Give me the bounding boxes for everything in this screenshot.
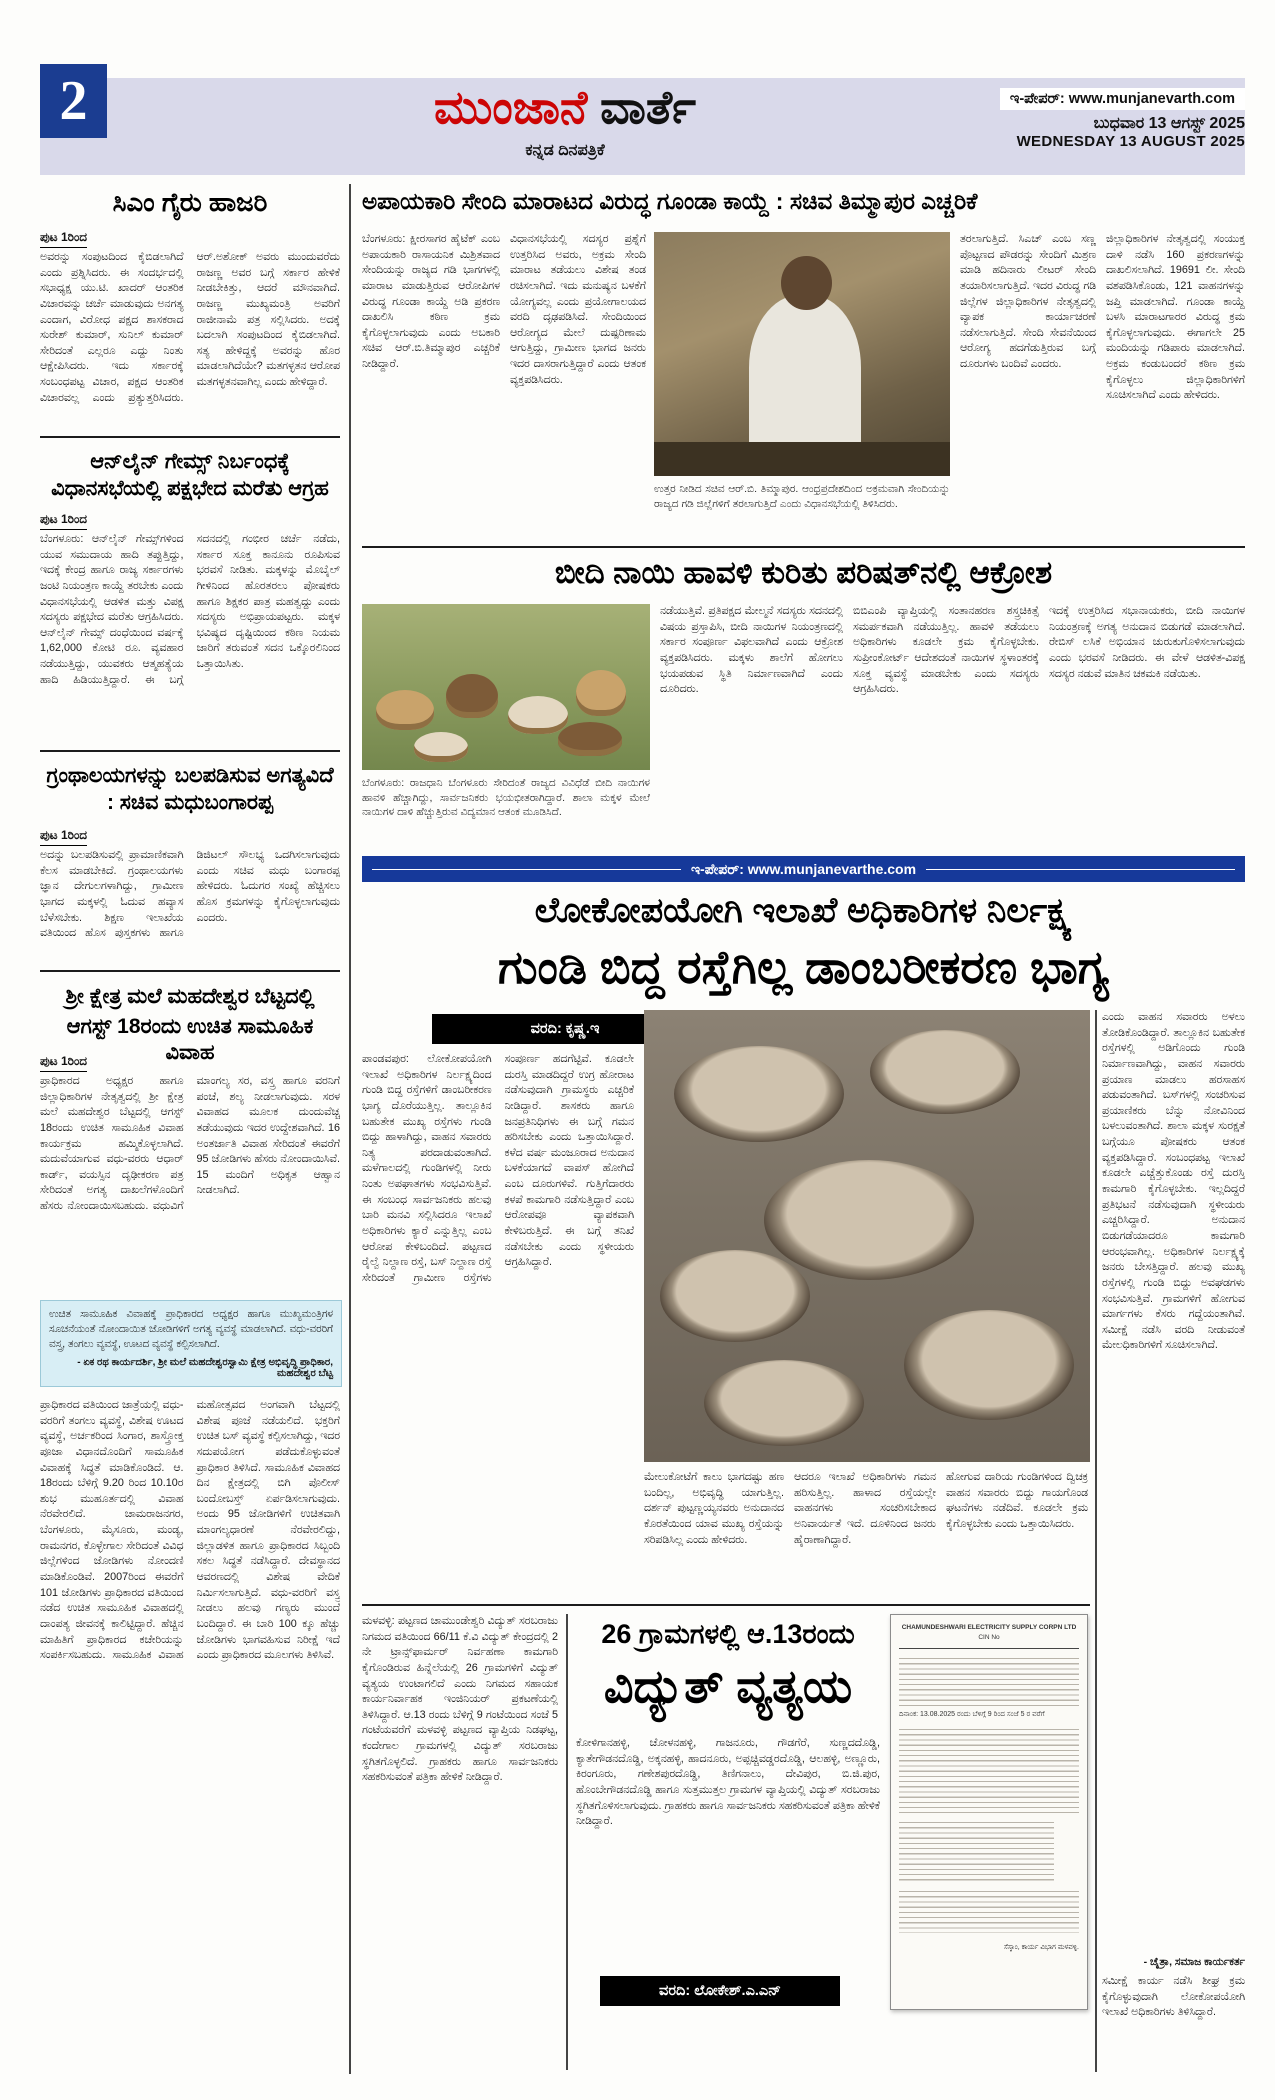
right-column-rule [1095,1010,1097,2072]
electricity-notice-document [890,1614,1088,2010]
power-headline-line1: 26 ಗ್ರಾಮಗಳಲ್ಲಿ ಆ.13ರಂದು [601,1619,855,1649]
epaper-band-url: ಇ-ಪೇಪರ್: www.munjanevarthe.com [690,860,917,877]
sidebar-article2-title: ಆನ್‌ಲೈನ್ ಗೇಮ್ಸ್ ನಿರ್ಬಂಧಕ್ಕೆ ವಿಧಾನಸಭೆಯಲ್ಲಿ ಪಕ್ಷಭೇದ ಮರೆತು ಆಗ್ರಹ [51,450,329,501]
dogs-col3: ಇದಕ್ಕೆ ಉತ್ತರಿಸಿದ ಸಭಾನಾಯಕರು, ಬೀದಿ ನಾಯಿಗಳ ನಿಯಂತ್ರಣಕ್ಕೆ ಅಗತ್ಯ ಅನುದಾನ ಬಿಡುಗಡೆ ಮಾಡಲಾಗಿದೆ. ರೇಬಿಸ್ ಲಸಿಕೆ ಅಭಿಯಾನ ಚುರುಕುಗೊಳಿಸಲಾಗುವುದು ಎಂದು ಭರವಸೆ ನೀಡಿದರು. ಈ ವೇಳೆ ಆಡಳಿತ-ವಿಪಕ್ಷ ಸದಸ್ಯರ ನಡುವೆ ಮಾತಿನ ಚಕಮಕಿ ನಡೆಯಿತು. [1049,605,1245,680]
sidebar-article2-cont: ಪುಟ 1ರಿಂದ [40,510,87,530]
masthead-title [330,81,800,133]
sendi-headline: ಅಪಾಯಕಾರಿ ಸೇಂದಿ ಮಾರಾಟದ ವಿರುದ್ಧ ಗೂಂಡಾ ಕಾಯ್ದೆ : ಸಚಿವ ತಿಮ್ಮಾಪುರ ಎಚ್ಚರಿಕೆ [362,188,978,214]
notice-date-line: ದಿನಾಂಕ: 13.08.2025 ರಂದು ಬೆಳಿಗ್ಗೆ 9 ರಿಂದ ಸಂಜೆ 5 ರ ವರೆಗೆ [899,1710,1045,1718]
dog-icon [576,670,626,716]
assembly-desk [654,442,950,476]
sendi-col1: ಬೆಂಗಳೂರು: ಕ್ಷೀರಸಾಗರ ಹೈಟೆಕ್ ಎಂಬ ಅಪಾಯಕಾರಿ ರಾಸಾಯನಿಕ ಮಿಶ್ರಿತವಾದ ಸೇಂದಿಯನ್ನು ರಾಜ್ಯದ ಗಡಿ ಭಾಗಗಳಲ್ಲಿ ಮಾರಾಟ ಮಾಡುತ್ತಿರುವ ಆರೋಪಿಗಳ ವಿರುದ್ಧ ಗೂಂಡಾ ಕಾಯ್ದೆ ಅಡಿ ಪ್ರಕರಣ ದಾಖಲಿಸಿ ಕಠಿಣ ಕ್ರಮ ಕೈಗೊಳ್ಳಲಾಗುವುದು ಎಂದು ಅಬಕಾರಿ ಸಚಿವ ಆರ್.ಬಿ.ತಿಮ್ಮಾಪುರ ಎಚ್ಚರಿಕೆ ನೀಡಿದ್ದಾರೆ. [362,233,500,371]
divider [40,970,340,972]
sidebar-article3-title: ಗ್ರಂಥಾಲಯಗಳನ್ನು ಬಲಪಡಿಸುವ ಅಗತ್ಯವಿದೆ : ಸಚಿವ ಮಧುಬಂಗಾರಪ್ಪ [46,764,334,815]
header-right [860,88,1245,150]
date-english: WEDNESDAY 13 AUGUST 2025 [1016,133,1245,150]
notice-paragraph [899,1725,1079,1813]
potholes-left-column: ಪಾಂಡವಪುರ: ಲೋಕೋಪಯೋಗಿ ಇಲಾಖೆ ಅಧಿಕಾರಿಗಳ ನಿರ್ಲಕ್ಷ್ಯದಿಂದ ಗುಂಡಿ ಬಿದ್ದ ರಸ್ತೆಗಳಿಗೆ ಡಾಂಬರೀಕರಣ ಭಾಗ್ಯ ದೊರೆಯುತ್ತಿಲ್ಲ. ತಾಲ್ಲೂಕಿನ ಬಹುತೇಕ ಮುಖ್ಯ ರಸ್ತೆಗಳು ಗುಂಡಿ ಬಿದ್ದು ಹಾಳಾಗಿದ್ದು, ವಾಹನ ಸವಾರರು ನಿತ್ಯ ಪರದಾಡುವಂತಾಗಿದೆ. ಮಳೆಗಾಲದಲ್ಲಿ ಗುಂಡಿಗಳಲ್ಲಿ ನೀರು ನಿಂತು ಅಪಘಾತಗಳು ಸಂಭವಿಸುತ್ತಿವೆ. ಈ ಸಂಬಂಧ ಸಾರ್ವಜನಿಕರು ಹಲವು ಬಾರಿ ಮನವಿ ಸಲ್ಲಿಸಿದರೂ ಇಲಾಖೆ ಅಧಿಕಾರಿಗಳು ಕ್ಯಾರೆ ಎನ್ನುತ್ತಿಲ್ಲ ಎಂಬ ಆರೋಪ ಕೇಳಿಬಂದಿದೆ. ಪಟ್ಟಣದ ರೈಲ್ವೆ ನಿಲ್ದಾಣ ರಸ್ತೆ, ಬಸ್ ನಿಲ್ದಾಣ ರಸ್ತೆ ಸೇರಿದಂತೆ ಗ್ರಾಮೀಣ ರಸ್ತೆಗಳು ಸಂಪೂರ್ಣ ಹದಗೆಟ್ಟಿವೆ. ಕೂಡಲೇ ದುರಸ್ತಿ ಮಾಡದಿದ್ದರೆ ಉಗ್ರ ಹೋರಾಟ ನಡೆಸುವುದಾಗಿ ಗ್ರಾಮಸ್ಥರು ಎಚ್ಚರಿಕೆ ನೀಡಿದ್ದಾರೆ. ಶಾಸಕರು ಹಾಗೂ ಜನಪ್ರತಿನಿಧಿಗಳು ಈ ಬಗ್ಗೆ ಗಮನ ಹರಿಸಬೇಕು ಎಂದು ಒತ್ತಾಯಿಸಿದ್ದಾರೆ. ಕಳೆದ ವರ್ಷ ಮಂಜೂರಾದ ಅನುದಾನ ಬಳಕೆಯಾಗದೆ ವಾಪಸ್ ಹೋಗಿದೆ ಎಂಬ ದೂರುಗಳಿವೆ. ಗುತ್ತಿಗೆದಾರರು ಕಳಪೆ ಕಾಮಗಾರಿ ನಡೆಸುತ್ತಿದ್ದಾರೆ ಎಂಬ ಆರೋಪವೂ ವ್ಯಾಪಕವಾಗಿ ಕೇಳಿಬರುತ್ತಿದೆ. ಈ ಬಗ್ಗೆ ತನಿಖೆ ನಡೆಸಬೇಕು ಎಂದು ಸ್ಥಳೀಯರು ಆಗ್ರಹಿಸಿದ್ದಾರೆ. [362,1053,634,1284]
power-column-rule [566,1614,568,2070]
dog-icon [508,696,568,734]
puddle-shape [660,1250,810,1342]
sidebar-article1-cont: ಪುಟ 1ರಿಂದ [40,228,87,248]
notice-paragraph [899,1818,1054,1882]
sidebar-article2-body: ಬೆಂಗಳೂರು: ಆನ್‌ಲೈನ್ ಗೇಮ್ಸ್‌ಗಳಿಂದ ಯುವ ಸಮುದಾಯ ಹಾದಿ ತಪ್ಪುತ್ತಿದ್ದು, ಇದಕ್ಕೆ ಕೇಂದ್ರ ಹಾಗೂ ರಾಜ್ಯ ಸರ್ಕಾರಗಳು ಜಂಟಿ ನಿಯಂತ್ರಣ ಕಾಯ್ದೆ ತರಬೇಕು ಎಂದು ವಿಧಾನಸಭೆಯಲ್ಲಿ ಆಡಳಿತ ಮತ್ತು ವಿಪಕ್ಷ ಸದಸ್ಯರು ಪಕ್ಷಭೇದ ಮರೆತು ಆಗ್ರಹಿಸಿದರು. ಆನ್‌ಲೈನ್ ಗೇಮ್ಸ್ ದಂಧೆಯಿಂದ ವರ್ಷಕ್ಕೆ 1,62,000 ಕೋಟಿ ರೂ. ವ್ಯವಹಾರ ನಡೆಯುತ್ತಿದ್ದು, ಯುವಕರು ಆತ್ಮಹತ್ಯೆಯ ಹಾದಿ ಹಿಡಿಯುತ್ತಿದ್ದಾರೆ. ಈ ಬಗ್ಗೆ ಸದನದಲ್ಲಿ ಗಂಭೀರ ಚರ್ಚೆ ನಡೆದು, ಸರ್ಕಾರ ಸೂಕ್ತ ಕಾನೂನು ರೂಪಿಸುವ ಭರವಸೆ ನೀಡಿತು. ಮಕ್ಕಳನ್ನು ಮೊಬೈಲ್ ಗೀಳಿನಿಂದ ಹೊರತರಲು ಪೋಷಕರು ಹಾಗೂ ಶಿಕ್ಷಕರ ಪಾತ್ರ ಮಹತ್ವದ್ದು ಎಂದು ಸದಸ್ಯರು ಅಭಿಪ್ರಾಯಪಟ್ಟರು. ಮಕ್ಕಳ ಭವಿಷ್ಯದ ದೃಷ್ಟಿಯಿಂದ ಕಠಿಣ ನಿಯಮ ಜಾರಿಗೆ ತರುವಂತೆ ಸದನ ಒಕ್ಕೊರಲಿನಿಂದ ಒತ್ತಾಯಿಸಿತು. [40,533,340,686]
dogs-col2: ಬಿಬಿಎಂಪಿ ವ್ಯಾಪ್ತಿಯಲ್ಲಿ ಸಂತಾನಹರಣ ಶಸ್ತ್ರಚಿಕಿತ್ಸೆ ಸಮರ್ಪಕವಾಗಿ ನಡೆಯುತ್ತಿಲ್ಲ. ಹಾವಳಿ ತಡೆಯಲು ಅಧಿಕಾರಿಗಳು ಕೂಡಲೇ ಕ್ರಮ ಕೈಗೊಳ್ಳಬೇಕು. ಸುಪ್ರೀಂಕೋರ್ಟ್ ಆದೇಶದಂತೆ ನಾಯಿಗಳ ಸ್ಥಳಾಂತರಕ್ಕೆ ಸೂಕ್ತ ವ್ಯವಸ್ಥೆ ಮಾಡಬೇಕು ಎಂದು ಸದಸ್ಯರು ಆಗ್ರಹಿಸಿದರು. [853,605,1039,696]
sidebar-article1-title: ಸಿಎಂ ಗೈರು ಹಾಜರಿ [112,187,268,217]
potholes-headline-line2: ಗುಂಡಿ ಬಿದ್ದ ರಸ್ತೆಗಿಲ್ಲ ಡಾಂಬರೀಕರಣ ಭಾಗ್ಯ [498,941,1109,993]
masthead-subtitle: ಕನ್ನಡ ದಿನಪತ್ರಿಕೆ [525,142,605,159]
minister-head [781,256,831,310]
power-byline: ವರದಿ: ಲೋಕೇಶ್.ಎ.ಎನ್ [600,1976,840,2006]
dog-icon [446,674,498,718]
pothole-road-photo [644,1010,1090,1462]
notice-rule [899,1648,1079,1649]
dog-icon [414,732,468,762]
minister-speech-photo [654,232,950,476]
power-headline-line2: ವಿದ್ಯುತ್ ವ್ಯತ್ಯಯ [603,1660,853,1712]
dogs-photo-caption: ಬೆಂಗಳೂರು: ರಾಜಧಾನಿ ಬೆಂಗಳೂರು ಸೇರಿದಂತೆ ರಾಜ್ಯದ ವಿವಿಧೆಡೆ ಬೀದಿ ನಾಯಿಗಳ ಹಾವಳಿ ಹೆಚ್ಚಾಗಿದ್ದು, ಸಾರ್ವಜನಿಕರು ಭಯಭೀತರಾಗಿದ್ದಾರೆ. ಶಾಲಾ ಮಕ್ಕಳ ಮೇಲೆ ನಾಯಿಗಳ ದಾಳಿ ಹೆಚ್ಚುತ್ತಿರುವ ವಿದ್ಯಮಾನ ಆತಂಕ ಮೂಡಿಸಿದೆ. [362,777,650,819]
sendi-col3: ತರಲಾಗುತ್ತಿದೆ. ಸಿಎಚ್ ಎಂಬ ಸಣ್ಣ ಪೊಟ್ಟಣದ ಪೌಡರನ್ನು ಸೇಂದಿಗೆ ಮಿಶ್ರಣ ಮಾಡಿ ಹದಿನಾರು ಲೀಟರ್ ಸೇಂದಿ ತಯಾರಿಸಲಾಗುತ್ತಿದೆ. ಇದರ ವಿರುದ್ಧ ಗಡಿ ಜಿಲ್ಲೆಗಳ ಜಿಲ್ಲಾಧಿಕಾರಿಗಳ ನೇತೃತ್ವದಲ್ಲಿ ವ್ಯಾಪಕ ಕಾರ್ಯಾಚರಣೆ ನಡೆಸಲಾಗುತ್ತಿದೆ. ಸೇಂದಿ ಸೇವನೆಯಿಂದ ಆರೋಗ್ಯ ಹದಗೆಡುತ್ತಿರುವ ಬಗ್ಗೆ ದೂರುಗಳು ಬಂದಿವೆ ಎಂದರು. [960,233,1096,371]
sidebar-article4-title-line2: ಆಗಸ್ಟ್ 18ರಂದು ಉಚಿತ ಸಾಮೂಹಿಕ ವಿವಾಹ [66,1015,314,1065]
notice-footer: ಸೆಸ್ಕಾಂ, ಕಾರ್ಯ ವಿಭಾಗ ಮಳವಳ್ಳಿ. [1003,1944,1079,1951]
sidebar-article4-cont: ಪುಟ 1ರಿಂದ [40,1052,87,1072]
masthead-word-1: ಮುಂಜಾನೆ [434,81,588,133]
puddle-shape [870,1030,1020,1114]
masthead-word-2: ವಾರ್ತೆ [600,81,696,133]
dogs-col1: ನಡೆಯುತ್ತಿವೆ. ಪ್ರತಿಪಕ್ಷದ ಮೇಲ್ಮನೆ ಸದಸ್ಯರು ಸದನದಲ್ಲಿ ವಿಷಯ ಪ್ರಸ್ತಾಪಿಸಿ, ಬೀದಿ ನಾಯಿಗಳ ನಿಯಂತ್ರಣದಲ್ಲಿ ಸರ್ಕಾರ ಸಂಪೂರ್ಣ ವಿಫಲವಾಗಿದೆ ಎಂದು ಆಕ್ರೋಶ ವ್ಯಕ್ತಪಡಿಸಿದರು. ಮಕ್ಕಳು ಶಾಲೆಗೆ ಹೋಗಲು ಭಯಪಡುವ ಸ್ಥಿತಿ ನಿರ್ಮಾಣವಾಗಿದೆ ಎಂದು ದೂರಿದರು. [660,605,843,696]
main-column-rule [349,184,351,2074]
sidebar-article4-title-line1: ಶ್ರೀ ಕ್ಷೇತ್ರ ಮಲೆ ಮಹದೇಶ್ವರ ಬೆಟ್ಟದಲ್ಲಿ [65,985,315,1008]
sidebar-article3-body: ಅದನ್ನು ಬಲಪಡಿಸುವಲ್ಲಿ ಪ್ರಾಮಾಣಿಕವಾಗಿ ಕೆಲಸ ಮಾಡಬೇಕಿದೆ. ಗ್ರಂಥಾಲಯಗಳು ಜ್ಞಾನ ದೇಗುಲಗಳಾಗಿದ್ದು, ಗ್ರಾಮೀಣ ಭಾಗದ ಮಕ್ಕಳಲ್ಲಿ ಓದುವ ಹವ್ಯಾಸ ಬೆಳೆಸಬೇಕು. ಶಿಕ್ಷಣ ಇಲಾಖೆಯ ವತಿಯಿಂದ ಹೊಸ ಪುಸ್ತಕಗಳು ಹಾಗೂ ಡಿಜಿಟಲ್ ಸೌಲಭ್ಯ ಒದಗಿಸಲಾಗುವುದು ಎಂದು ಸಚಿವ ಮಧು ಬಂಗಾರಪ್ಪ ಹೇಳಿದರು. ಓದುಗರ ಸಂಖ್ಯೆ ಹೆಚ್ಚಿಸಲು ಹೊಸ ಕ್ರಮಗಳನ್ನು ಕೈಗೊಳ್ಳಲಾಗುವುದು ಎಂದರು. [40,849,340,940]
sendi-col2: ವಿಧಾನಸಭೆಯಲ್ಲಿ ಸದಸ್ಯರ ಪ್ರಶ್ನೆಗೆ ಉತ್ತರಿಸಿದ ಅವರು, ಅಕ್ರಮ ಸೇಂದಿ ಮಾರಾಟ ತಡೆಯಲು ವಿಶೇಷ ತಂಡ ರಚಿಸಲಾಗಿದೆ. ಇದು ಮನುಷ್ಯನ ಬಳಕೆಗೆ ಯೋಗ್ಯವಲ್ಲ ಎಂದು ಪ್ರಯೋಗಾಲಯದ ವರದಿ ದೃಢಪಡಿಸಿದೆ. ಸೇಂದಿಯಿಂದ ಆರೋಗ್ಯದ ಮೇಲೆ ದುಷ್ಪರಿಣಾಮ ಆಗುತ್ತಿದ್ದು, ಗ್ರಾಮೀಣ ಭಾಗದ ಜನರು ಇದರ ದಾಸರಾಗುತ್ತಿದ್ದಾರೆ ಎಂದು ಆತಂಕ ವ್ಯಕ್ತಪಡಿಸಿದರು. [510,233,646,386]
puddle-shape [904,1310,1074,1420]
quote-text: ಉಚಿತ ಸಾಮೂಹಿಕ ವಿವಾಹಕ್ಕೆ ಪ್ರಾಧಿಕಾರದ ಅಧ್ಯಕ್ಷರ ಹಾಗೂ ಮುಖ್ಯಮಂತ್ರಿಗಳ ಸೂಚನೆಯಂತೆ ನೋಂದಾಯಿತ ಜೋಡಿಗಳಿಗೆ ಅಗತ್ಯ ವ್ಯವಸ್ಥೆ ಮಾಡಲಾಗಿದೆ. ವಧು-ವರರಿಗೆ ವಸ್ತ್ರ, ತಂಗಲು ವ್ಯವಸ್ಥೆ, ಊಟದ ವ್ಯವಸ್ಥೆ ಕಲ್ಪಿಸಲಾಗಿದೆ. [49,1309,333,1350]
divider [40,436,340,438]
sendi-photo-caption: ಉತ್ತರ ನೀಡಿದ ಸಚಿವ ಆರ್.ಬಿ. ತಿಮ್ಮಾಪುರ. ಆಂಧ್ರಪ್ರದೇಶದಿಂದ ಅಕ್ರಮವಾಗಿ ಸೇಂದಿಯನ್ನು ರಾಜ್ಯದ ಗಡಿ ಜಿಲ್ಲೆಗಳಿಗೆ ತರಲಾಗುತ್ತಿದೆ ಎಂದು ವಿಧಾನಸಭೆಯಲ್ಲಿ ತಿಳಿಸಿದರು. [654,483,950,510]
divider [40,750,340,752]
potholes-below-col2: ಆದರೂ ಇಲಾಖೆ ಅಧಿಕಾರಿಗಳು ಗಮನ ಹರಿಸುತ್ತಿಲ್ಲ. ಹಾಳಾದ ರಸ್ತೆಯಲ್ಲೇ ವಾಹನಗಳು ಸಂಚರಿಸಬೇಕಾದ ಅನಿವಾರ್ಯತೆ ಇದೆ. ದೂಳಿನಿಂದ ಜನರು ಹೈರಾಣಾಗಿದ್ದಾರೆ. [794,1471,936,1546]
epaper-band [362,856,1245,882]
puddle-shape [674,1046,844,1142]
sidebar-article1-body: ಅವರನ್ನು ಸಂಪುಟದಿಂದ ಕೈಬಿಡಲಾಗಿದೆ ಎಂದು ಪ್ರಶ್ನಿಸಿದರು. ಈ ಸಂದರ್ಭದಲ್ಲಿ ಸಭಾಧ್ಯಕ್ಷ ಯು.ಟಿ. ಖಾದರ್ ಆಂತರಿಕ ವಿಚಾರವನ್ನು ಚರ್ಚೆ ಮಾಡುವುದು ಅನಗತ್ಯ ಎಂದಾಗ, ವಿರೋಧ ಪಕ್ಷದ ಶಾಸಕರಾದ ಸುರೇಶ್ ಕುಮಾರ್, ಸುನಿಲ್ ಕುಮಾರ್ ಸೇರಿದಂತೆ ಎಲ್ಲರೂ ಎದ್ದು ನಿಂತು ಆಕ್ಷೇಪಿಸಿದರು. ಇದು ಸರ್ಕಾರಕ್ಕೆ ಸಂಬಂಧಪಟ್ಟ ವಿಚಾರ, ಪಕ್ಷದ ಆಂತರಿಕ ವಿಚಾರವಲ್ಲ ಎಂದು ಪ್ರತ್ಯುತ್ತರಿಸಿದರು. ಆರ್.ಅಶೋಕ್ ಅವರು ಮುಂದುವರೆದು ರಾಜಣ್ಣ ಅವರ ಬಗ್ಗೆ ಸರ್ಕಾರ ಹೇಳಿಕೆ ನೀಡಬೇಕಿತ್ತು, ಆದರೆ ಮೌನವಾಗಿದೆ. ರಾಜಣ್ಣ ಮುಖ್ಯಮಂತ್ರಿ ಅವರಿಗೆ ರಾಜೀನಾಮೆ ಪತ್ರ ಸಲ್ಲಿಸಿದರು. ಅದಕ್ಕೆ ಬದಲಾಗಿ ಸಂಪುಟದಿಂದ ಕೈಬಿಡಲಾಗಿದೆ. ಸತ್ಯ ಹೇಳಿದ್ದಕ್ಕೆ ಅವರನ್ನು ಹೊರ ಮಾಡಲಾಗಿದೆಯೇ? ಮತಗಳ್ಳತನ ಆರೋಪ ಮತಗಳ್ಳತನವಾಗಿಲ್ಲ ಎಂದು ಹೇಳಿದ್ದಾರೆ. [40,251,340,404]
dogs-headline: ಬೀದಿ ನಾಯಿ ಹಾವಳಿ ಕುರಿತು ಪರಿಷತ್‌ನಲ್ಲಿ ಆಕ್ರೋಶ [554,555,1053,590]
notice-paragraph [899,1654,1079,1706]
street-dogs-photo [362,604,650,770]
puddle-shape [764,1160,974,1280]
potholes-byline: ವರದಿ: ಕೃಷ್ಣ.ಇ [432,1014,698,1044]
potholes-headline-line1: ಲೋಕೋಪಯೋಗಿ ಇಲಾಖೆ ಅಧಿಕಾರಿಗಳ ನಿರ್ಲಕ್ಷ್ಯ [534,891,1073,930]
date-kannada: ಬುಧವಾರ 13 ಆಗಸ್ಟ್ 2025 [1093,115,1245,132]
potholes-right-attribution: - ಚೈತ್ರಾ, ಸಮಾಜ ಕಾರ್ಯಕರ್ತ [1143,1956,1245,1968]
power-col1: ಮಳವಳ್ಳಿ: ಪಟ್ಟಣದ ಚಾಮುಂಡೇಶ್ವರಿ ವಿದ್ಯುತ್ ಸರಬರಾಜು ನಿಗಮದ ವತಿಯಿಂದ 66/11 ಕೆ.ವಿ ವಿದ್ಯುತ್ ಕೇಂದ್ರದಲ್ಲಿ 2 ನೇ ಟ್ರಾನ್ಸ್‌ಫಾರ್ಮರ್ ನಿರ್ವಹಣಾ ಕಾಮಗಾರಿ ಕೈಗೊಂಡಿರುವ ಹಿನ್ನೆಲೆಯಲ್ಲಿ 26 ಗ್ರಾಮಗಳಿಗೆ ವಿದ್ಯುತ್ ವ್ಯತ್ಯಯ ಉಂಟಾಗಲಿದೆ ಎಂದು ನಿಗಮದ ಸಹಾಯಕ ಕಾರ್ಯನಿರ್ವಾಹಕ ಇಂಜಿನಿಯರ್ ಪ್ರಕಟಣೆಯಲ್ಲಿ ತಿಳಿಸಿದ್ದಾರೆ. ಆ.13 ರಂದು ಬೆಳಿಗ್ಗೆ 9 ಗಂಟೆಯಿಂದ ಸಂಜೆ 5 ಗಂಟೆಯವರೆಗೆ ಮಳವಳ್ಳಿ ಪಟ್ಟಣದ ವ್ಯಾಪ್ತಿಯ ನಿಡಘಟ್ಟ, ಕಂದೇಗಾಲ ಗ್ರಾಮಗಳಲ್ಲಿ ವಿದ್ಯುತ್ ಸರಬರಾಜು ಸ್ಥಗಿತಗೊಳ್ಳಲಿದೆ. ಗ್ರಾಹಕರು ಹಾಗೂ ಸಾರ್ವಜನಿಕರು ಸಹಕರಿಸುವಂತೆ ಪತ್ರಿಕಾ ಹೇಳಿಕೆ ನೀಡಿದ್ದಾರೆ. [362,1615,558,1784]
potholes-below-col1: ಮೇಲುಕೋಟೆಗೆ ಕಾಲು ಭಾಗದಷ್ಟು ಹಣ ಬಂದಿಲ್ಲ, ಅಭಿವೃದ್ಧಿ ಯಾಗುತ್ತಿಲ್ಲ. ದರ್ಶನ್ ಪುಟ್ಟಣ್ಣಯ್ಯನವರು ಅನುದಾನದ ಕೊರತೆಯಿಂದ ಯಾವ ಮುಖ್ಯ ರಸ್ತೆಯನ್ನು ಸರಿಪಡಿಸಿಲ್ಲ ಎಂದು ಹೇಳಿದರು. [644,1471,784,1546]
power-villages: ಕೋಳಿಗಾನಹಳ್ಳಿ, ಚೋಳನಹಳ್ಳಿ, ಗಾಜನೂರು, ಗೌಡಗೆರೆ, ಸುಣ್ಣದದೊಡ್ಡಿ, ಕ್ಯಾತೇಗೌಡನದೊಡ್ಡಿ, ಅಕ್ಕನಹಳ್ಳಿ, ಹಾದನೂರು, ಅಪ್ಪಚ್ಚಿವಡ್ಡರದೊಡ್ಡಿ, ಆಲಹಳ್ಳಿ, ಅಣ್ಣೂರು, ಕಿರಂಗೂರು, ಗಣೇಶಪುರದೊಡ್ಡಿ, ತಿಣಿಗನಾಲು, ದೇವಿಪುರ, ಬಿ.ಜಿ.ಪುರ, ಹೊಂಬೇಗೌಡನದೊಡ್ಡಿ ಹಾಗೂ ಸುತ್ತಮುತ್ತಲ ಗ್ರಾಮಗಳ ವ್ಯಾಪ್ತಿಯಲ್ಲಿ ವಿದ್ಯುತ್ ಸರಬರಾಜು ಸ್ಥಗಿತಗೊಳಿಸಲಾಗುವುದು. ಗ್ರಾಹಕರು ಹಾಗೂ ಸಾರ್ವಜನಿಕರು ಸಹಕರಿಸುವಂತೆ ಪತ್ರಿಕಾ ಹೇಳಿಕೆ ನೀಡಿದ್ದಾರೆ. [576,1737,880,1828]
quote-box [40,1300,342,1387]
sendi-col4: ಜಿಲ್ಲಾಧಿಕಾರಿಗಳ ನೇತೃತ್ವದಲ್ಲಿ ಸಂಯುಕ್ತ ದಾಳಿ ನಡೆಸಿ 160 ಪ್ರಕರಣಗಳನ್ನು ದಾಖಲಿಸಲಾಗಿದೆ. 19691 ಲೀ. ಸೇಂದಿ ವಶಪಡಿಸಿಕೊಂಡು, 121 ವಾಹನಗಳನ್ನು ಜಪ್ತಿ ಮಾಡಲಾಗಿದೆ. ಗೂಂಡಾ ಕಾಯ್ದೆ ಬಳಸಿ ಮಾರಾಟಗಾರರ ವಿರುದ್ಧ ಕ್ರಮ ಕೈಗೊಳ್ಳಲಾಗುವುದು. ಈಗಾಗಲೇ 25 ಮಂದಿಯನ್ನು ಗಡಿಪಾರು ಮಾಡಲಾಗಿದೆ. ಅಕ್ರಮ ಕಂಡುಬಂದರೆ ಕಠಿಣ ಕ್ರಮ ಕೈಗೊಳ್ಳಲು ಜಿಲ್ಲಾಧಿಕಾರಿಗಳಿಗೆ ಸೂಚಿಸಲಾಗಿದೆ ಎಂದು ಹೇಳಿದರು. [1106,233,1245,402]
minister-figure [749,295,861,456]
potholes-right-tail: ಸಮೀಕ್ಷೆ ಕಾರ್ಯ ನಡೆಸಿ ಶೀಘ್ರ ಕ್ರಮ ಕೈಗೊಳ್ಳುವುದಾಗಿ ಲೋಕೋಪಯೋಗಿ ಇಲಾಖೆ ಅಧಿಕಾರಿಗಳು ತಿಳಿಸಿದ್ದಾರೆ. [1102,1975,1245,2019]
notice-letterhead: CHAMUNDESHWARI ELECTRICITY SUPPLY CORPN LTD [901,1624,1077,1631]
dog-icon [558,722,622,756]
sidebar-article4-body1: ಪ್ರಾಧಿಕಾರದ ಅಧ್ಯಕ್ಷರ ಹಾಗೂ ಜಿಲ್ಲಾಧಿಕಾರಿಗಳ ನೇತೃತ್ವದಲ್ಲಿ ಶ್ರೀ ಕ್ಷೇತ್ರ ಮಲೆ ಮಹದೇಶ್ವರ ಬೆಟ್ಟದಲ್ಲಿ ಆಗಸ್ಟ್ 18ರಂದು ಉಚಿತ ಸಾಮೂಹಿಕ ವಿವಾಹ ಕಾರ್ಯಕ್ರಮ ಹಮ್ಮಿಕೊಳ್ಳಲಾಗಿದೆ. ಮದುವೆಯಾಗುವ ವಧು-ವರರು ಆಧಾರ್ ಕಾರ್ಡ್, ವಯಸ್ಸಿನ ದೃಢೀಕರಣ ಪತ್ರ ಸೇರಿದಂತೆ ಅಗತ್ಯ ದಾಖಲೆಗಳೊಂದಿಗೆ ಹೆಸರು ನೋಂದಾಯಿಸಬಹುದು. ವಧುವಿಗೆ ಮಾಂಗಲ್ಯ ಸರ, ವಸ್ತ್ರ ಹಾಗೂ ವರನಿಗೆ ಪಂಚೆ, ಶಲ್ಯ ನೀಡಲಾಗುವುದು. ಸರಳ ವಿವಾಹದ ಮೂಲಕ ದುಂದುವೆಚ್ಚ ತಡೆಯುವುದು ಇದರ ಉದ್ದೇಶವಾಗಿದೆ. 16 ಅಂತರ್ಜಾತಿ ವಿವಾಹ ಸೇರಿದಂತೆ ಈವರೆಗೆ 95 ಜೋಡಿಗಳು ಹೆಸರು ನೋಂದಾಯಿಸಿವೆ. 15 ಮಂದಿಗೆ ಅಧಿಕೃತ ಆಹ್ವಾನ ನೀಡಲಾಗಿದೆ. [40,1075,340,1213]
quote-attribution: - ಏಕ ರಥ ಕಾರ್ಯದರ್ಶಿ, ಶ್ರೀ ಮಲೆ ಮಹದೇಶ್ವರಸ್ವಾಮಿ ಕ್ಷೇತ್ರ ಅಭಿವೃದ್ಧಿ ಪ್ರಾಧಿಕಾರ, ಮಹದೇಶ್ವರ ಬೆಟ್ಟ [77,1356,333,1379]
dog-icon [376,690,434,730]
divider [362,546,1245,548]
divider [362,1604,1090,1606]
puddle-shape [704,1360,864,1446]
notice-cin: CIN No [978,1633,1000,1641]
sidebar-article4-body2: ಪ್ರಾಧಿಕಾರದ ವತಿಯಿಂದ ಜಾತ್ರೆಯಲ್ಲಿ ವಧು-ವರರಿಗೆ ತಂಗಲು ವ್ಯವಸ್ಥೆ, ವಿಶೇಷ ಊಟದ ವ್ಯವಸ್ಥೆ, ಅರ್ಚಕರಿಂದ ಸಿಂಗಾರ, ಶಾಸ್ತ್ರೋಕ್ತ ಪೂಜಾ ವಿಧಾನದೊಂದಿಗೆ ಸಾಮೂಹಿಕ ವಿವಾಹಕ್ಕೆ ಸಿದ್ಧತೆ ಮಾಡಿಕೊಂಡಿದೆ. ಆ. 18ರಂದು ಬೆಳಿಗ್ಗೆ 9.20 ರಿಂದ 10.10ರ ಶುಭ ಮುಹೂರ್ತದಲ್ಲಿ ವಿವಾಹ ನೆರವೇರಲಿದೆ. ಚಾಮರಾಜನಗರ, ಬೆಂಗಳೂರು, ಮೈಸೂರು, ಮಂಡ್ಯ, ರಾಮನಗರ, ಕೊಳ್ಳೇಗಾಲ ಸೇರಿದಂತೆ ವಿವಿಧ ಜಿಲ್ಲೆಗಳಿಂದ ಜೋಡಿಗಳು ನೋಂದಣಿ ಮಾಡಿಕೊಂಡಿವೆ. 2007ರಿಂದ ಈವರೆಗೆ 101 ಜೋಡಿಗಳು ಪ್ರಾಧಿಕಾರದ ವತಿಯಿಂದ ನಡೆದ ಉಚಿತ ಸಾಮೂಹಿಕ ವಿವಾಹದಲ್ಲಿ ದಾಂಪತ್ಯ ಜೀವನಕ್ಕೆ ಕಾಲಿಟ್ಟಿದ್ದಾರೆ. ಹೆಚ್ಚಿನ ಮಾಹಿತಿಗೆ ಪ್ರಾಧಿಕಾರದ ಕಚೇರಿಯನ್ನು ಸಂಪರ್ಕಿಸಬಹುದು. ಸಾಮೂಹಿಕ ವಿವಾಹ ಮಹೋತ್ಸವದ ಅಂಗವಾಗಿ ಬೆಟ್ಟದಲ್ಲಿ ವಿಶೇಷ ಪೂಜೆ ನಡೆಯಲಿದೆ. ಭಕ್ತರಿಗೆ ಉಚಿತ ಬಸ್ ವ್ಯವಸ್ಥೆ ಕಲ್ಪಿಸಲಾಗಿದ್ದು, ಇದರ ಸದುಪಯೋಗ ಪಡೆದುಕೊಳ್ಳುವಂತೆ ಪ್ರಾಧಿಕಾರ ತಿಳಿಸಿದೆ. ಸಾಮೂಹಿಕ ವಿವಾಹದ ದಿನ ಕ್ಷೇತ್ರದಲ್ಲಿ ಬಿಗಿ ಪೊಲೀಸ್ ಬಂದೋಬಸ್ತ್ ಏರ್ಪಡಿಸಲಾಗುವುದು. ಅಂದು 95 ಜೋಡಿಗಳಿಗೆ ಉಚಿತವಾಗಿ ಮಾಂಗಲ್ಯಧಾರಣೆ ನೆರವೇರಲಿದ್ದು, ಜಿಲ್ಲಾಡಳಿತ ಹಾಗೂ ಪ್ರಾಧಿಕಾರದ ಸಿಬ್ಬಂದಿ ಸಕಲ ಸಿದ್ಧತೆ ನಡೆಸಿದ್ದಾರೆ. ದೇವಸ್ಥಾನದ ಆವರಣದಲ್ಲಿ ವಿಶೇಷ ವೇದಿಕೆ ನಿರ್ಮಿಸಲಾಗುತ್ತಿದೆ. ವಧು-ವರರಿಗೆ ವಸ್ತ್ರ ನೀಡಲು ಹಲವು ಗಣ್ಯರು ಮುಂದೆ ಬಂದಿದ್ದಾರೆ. ಈ ಬಾರಿ 100 ಕ್ಕೂ ಹೆಚ್ಚು ಜೋಡಿಗಳು ಭಾಗವಹಿಸುವ ನಿರೀಕ್ಷೆ ಇದೆ ಎಂದು ಪ್ರಾಧಿಕಾರದ ಮೂಲಗಳು ತಿಳಿಸಿವೆ. [40,1399,340,1662]
sidebar-article3-cont: ಪುಟ 1ರಿಂದ [40,826,87,846]
page-number-box [40,64,107,138]
page-number: 2 [59,70,88,132]
epaper-url: ಇ-ಪೇಪರ್: www.munjanevarth.com [1000,88,1245,110]
potholes-below-col3: ಹೋಗುವ ದಾರಿಯ ಗುಂಡಿಗಳಿಂದ ದ್ವಿಚಕ್ರ ವಾಹನ ಸವಾರರು ಬಿದ್ದು ಗಾಯಗೊಂಡ ಘಟನೆಗಳು ನಡೆದಿವೆ. ಕೂಡಲೇ ಕ್ರಮ ಕೈಗೊಳ್ಳಬೇಕು ಎಂದು ಒತ್ತಾಯಿಸಿದರು. [946,1471,1088,1530]
notice-paragraph [899,1887,1079,1933]
potholes-right-column: ಎಂದು ವಾಹನ ಸವಾರರು ಅಳಲು ತೋಡಿಕೊಂಡಿದ್ದಾರೆ. ತಾಲ್ಲೂಕಿನ ಬಹುತೇಕ ರಸ್ತೆಗಳಲ್ಲಿ ಅಡಿಗೊಂದು ಗುಂಡಿ ನಿರ್ಮಾಣವಾಗಿದ್ದು, ವಾಹನ ಸವಾರರು ಪ್ರಯಾಣ ಮಾಡಲು ಹರಸಾಹಸ ಪಡುವಂತಾಗಿದೆ. ಬಸ್‌ಗಳಲ್ಲಿ ಸಂಚರಿಸುವ ಪ್ರಯಾಣಿಕರು ಬೆನ್ನು ನೋವಿನಿಂದ ಬಳಲುವಂತಾಗಿದೆ. ಶಾಲಾ ಮಕ್ಕಳ ಸುರಕ್ಷತೆ ಬಗ್ಗೆಯೂ ಪೋಷಕರು ಆತಂಕ ವ್ಯಕ್ತಪಡಿಸಿದ್ದಾರೆ. ಸಂಬಂಧಪಟ್ಟ ಇಲಾಖೆ ಕೂಡಲೇ ಎಚ್ಚೆತ್ತುಕೊಂಡು ರಸ್ತೆ ದುರಸ್ತಿ ಕಾಮಗಾರಿ ಕೈಗೊಳ್ಳಬೇಕು. ಇಲ್ಲದಿದ್ದರೆ ಪ್ರತಿಭಟನೆ ನಡೆಸುವುದಾಗಿ ಸ್ಥಳೀಯರು ಎಚ್ಚರಿಸಿದ್ದಾರೆ. ಅನುದಾನ ಬಿಡುಗಡೆಯಾದರೂ ಕಾಮಗಾರಿ ಆರಂಭವಾಗಿಲ್ಲ. ಅಧಿಕಾರಿಗಳ ನಿರ್ಲಕ್ಷ್ಯಕ್ಕೆ ಜನರು ಬೇಸತ್ತಿದ್ದಾರೆ. ಹಲವು ಮುಖ್ಯ ರಸ್ತೆಗಳಲ್ಲಿ ಗುಂಡಿ ಬಿದ್ದು ಅವಘಡಗಳು ಸಂಭವಿಸುತ್ತಿವೆ. ಗ್ರಾಮಗಳಿಗೆ ಹೋಗುವ ಮಾರ್ಗಗಳು ಕೆಸರು ಗದ್ದೆಯಂತಾಗಿವೆ. ಸಮೀಕ್ಷೆ ನಡೆಸಿ ವರದಿ ನೀಡುವಂತೆ ಮೇಲಧಿಕಾರಿಗಳಿಗೆ ಸೂಚಿಸಲಾಗಿದೆ. [1102,1011,1245,1352]
